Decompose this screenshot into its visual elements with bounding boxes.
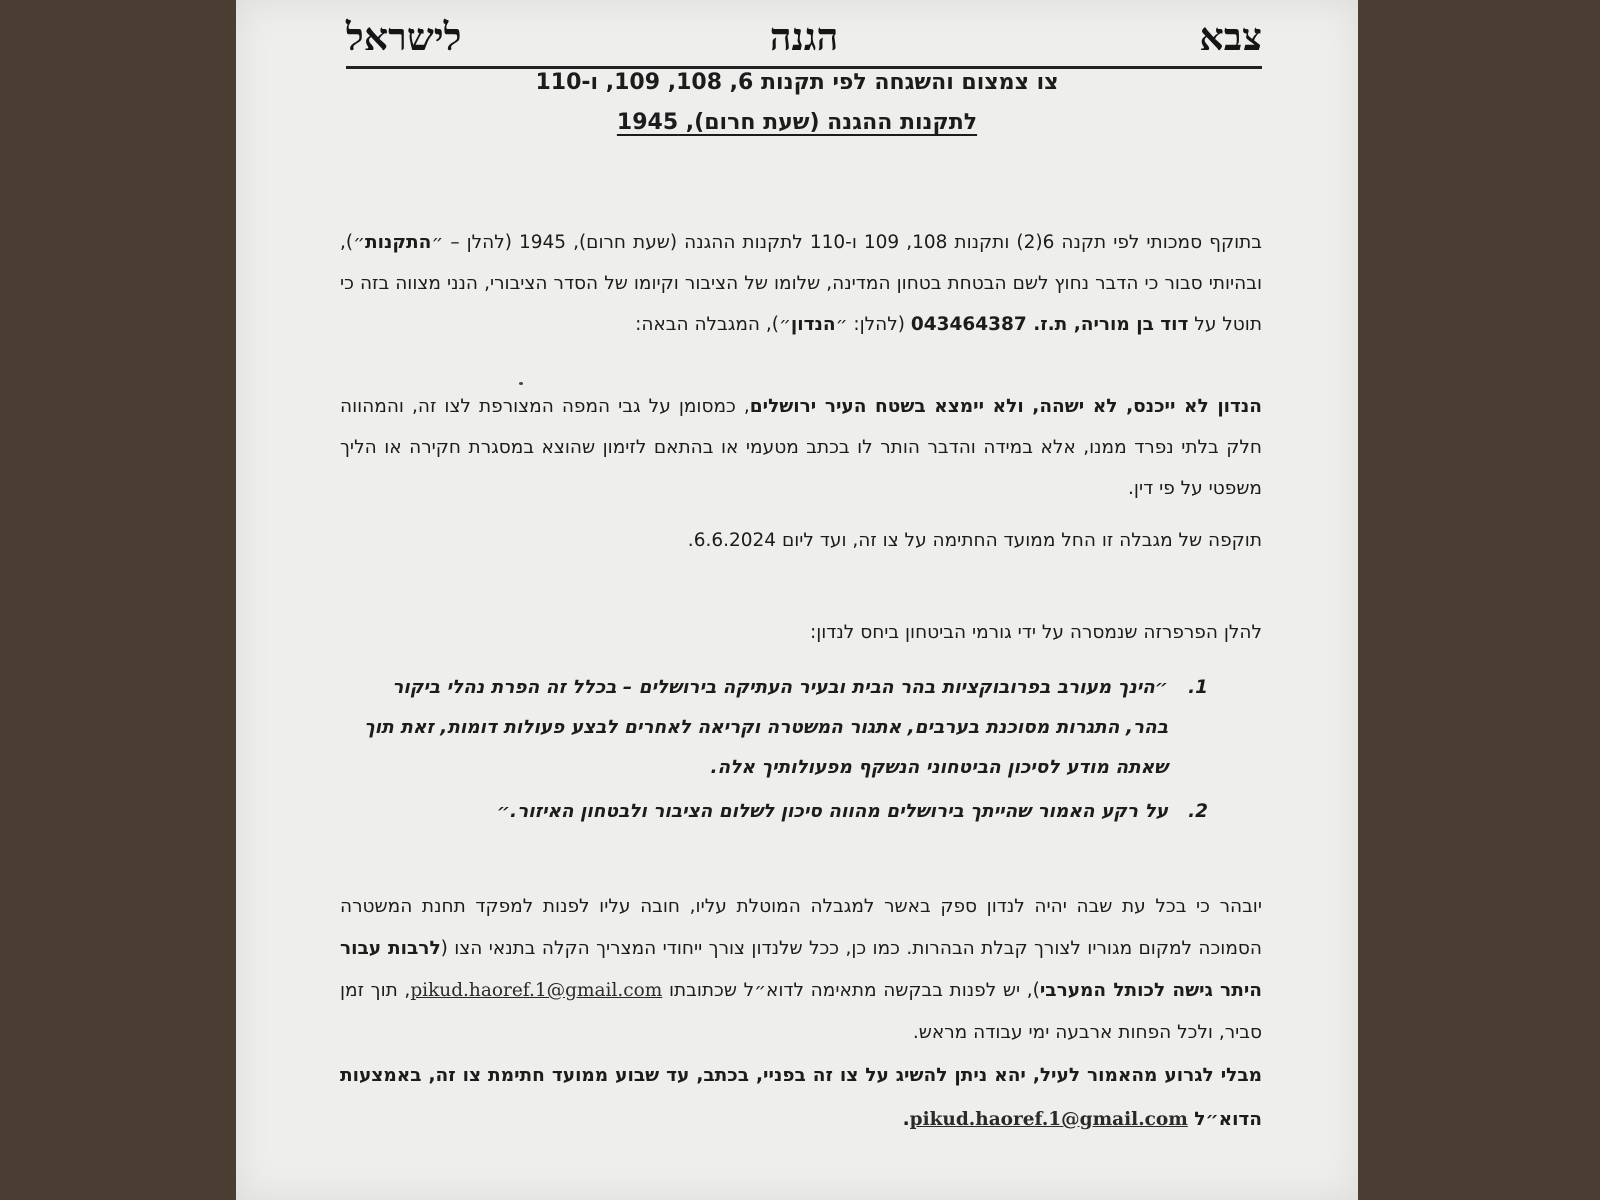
paragraph-appeal (340, 1054, 1262, 1142)
p1-bold-2: דוד בן מוריה, ת.ז. 043464387 (910, 314, 1189, 335)
p5-text-1: יובהר כי בכל עת שבה יהיה לנדון ספק באשר למגבלה המוטלת עליו, חובה עליו לפנות למפקד תחנת המשטרה הסמוכה למקום מגוריו לצורך קבלת הבהרות. כמו כן, ככל שלנדון צורך ייחודי המצריך הקלה בתנאי הצו ( (340, 896, 1262, 959)
paragraph-authority (340, 222, 1262, 345)
document-subtitle-text: לתקנות ההגנה (שעת חרום), 1945 (616, 110, 978, 135)
list-text: ״הינך מעורב בפרובוקציות בהר הבית ובעיר העתיקה בירושלים – בכלל זה הפרת נהלי ביקור בהר, התגרות מסוכנת בערבים, אתגור המשטרה וקריאה לאחרים לבצע פעולות דומות, זאת תוך שאתה מודע לסיכון הביטחוני הנשקף מפעולותיך אלה. (364, 677, 1168, 778)
p6-end: . (902, 1109, 910, 1130)
list-text: על רקע האמור שהייתך בירושלים מהווה סיכון לשלום הציבור ולבטחון האיזור.״ (496, 801, 1168, 822)
letterhead-center: הגנה (769, 14, 839, 59)
letterhead (346, 14, 1262, 69)
email-link[interactable]: pikud.haoref.1@gmail.com (410, 980, 663, 1001)
p1-text-2: ״), ובהיותי סבור כי הדבר נחוץ לשם הבטחת בטחון המדינה, שלומו של הציבור וקיומו של הסדר הציבורי, הנני מצווה בזה כי תוטל על (340, 232, 1262, 335)
paraphrase-list (346, 668, 1208, 832)
letterhead-right: צבא (1199, 14, 1262, 59)
list-number: 1. (1188, 677, 1208, 698)
document-page (236, 0, 1358, 1200)
p2-bold: הנדון לא ייכנס, לא ישהה, ולא יימצא בשטח העיר ירושלים (749, 396, 1262, 417)
p6-text: מבלי לגרוע מהאמור לעיל, יהא ניתן להשיג על צו זה בפניי, בכתב, עד שבוע ממועד חתימת צו זה, באמצעות הדוא״ל (340, 1065, 1262, 1130)
p5-text-3: , תוך זמן סביר, ולכל הפחות ארבעה ימי עבודה מראש. (340, 980, 1262, 1043)
p2-text: , כמסומן על גבי המפה המצורפת לצו זה, והמהווה חלק בלתי נפרד ממנו, אלא במידה והדבר הותר לו בכתב מטעמי או בהתאם לזימון שהוצא במסגרת חקירה או הליך משפטי על פי דין. (340, 396, 1262, 499)
paragraph-validity: תוקפה של מגבלה זו החל ממועד החתימה על צו זה, ועד ליום 6.6.2024. (687, 530, 1262, 551)
list-item (346, 792, 1208, 832)
list-number: 2. (1188, 801, 1208, 822)
letterhead-left: לישראל (346, 14, 462, 59)
paragraph-clarification (340, 886, 1262, 1054)
list-item (346, 668, 1208, 788)
p1-bold-1: התקנות (365, 232, 432, 253)
p1-text-4: ״), המגבלה הבאה: (635, 314, 791, 335)
document-title: צו צמצום והשגחה לפי תקנות 6, 108, 109, ו-110 (535, 70, 1059, 95)
scan-speck (519, 382, 523, 385)
p1-text-3: (להלן: ״ (835, 314, 911, 335)
p5-text-2: ), יש לפנות בבקשה מתאימה לדוא״ל שכתובתו (662, 980, 1040, 1001)
p1-text-1: בתוקף סמכותי לפי תקנה 6(2) ותקנות 108, 109 ו-110 לתקנות ההגנה (שעת חרום), 1945 (להלן – ״ (431, 232, 1262, 253)
p5-bold: לרבות עבור היתר גישה לכותל המערבי (340, 938, 1262, 1001)
document-subtitle (236, 110, 1358, 135)
paragraph-paraphrase-intro: להלן הפרפרזה שנמסרה על ידי גורמי הביטחון ביחס לנדון: (809, 622, 1262, 643)
p1-bold-3: הנדון (790, 314, 836, 335)
paragraph-restriction (340, 386, 1262, 509)
email-link[interactable]: pikud.haoref.1@gmail.com (909, 1109, 1188, 1130)
